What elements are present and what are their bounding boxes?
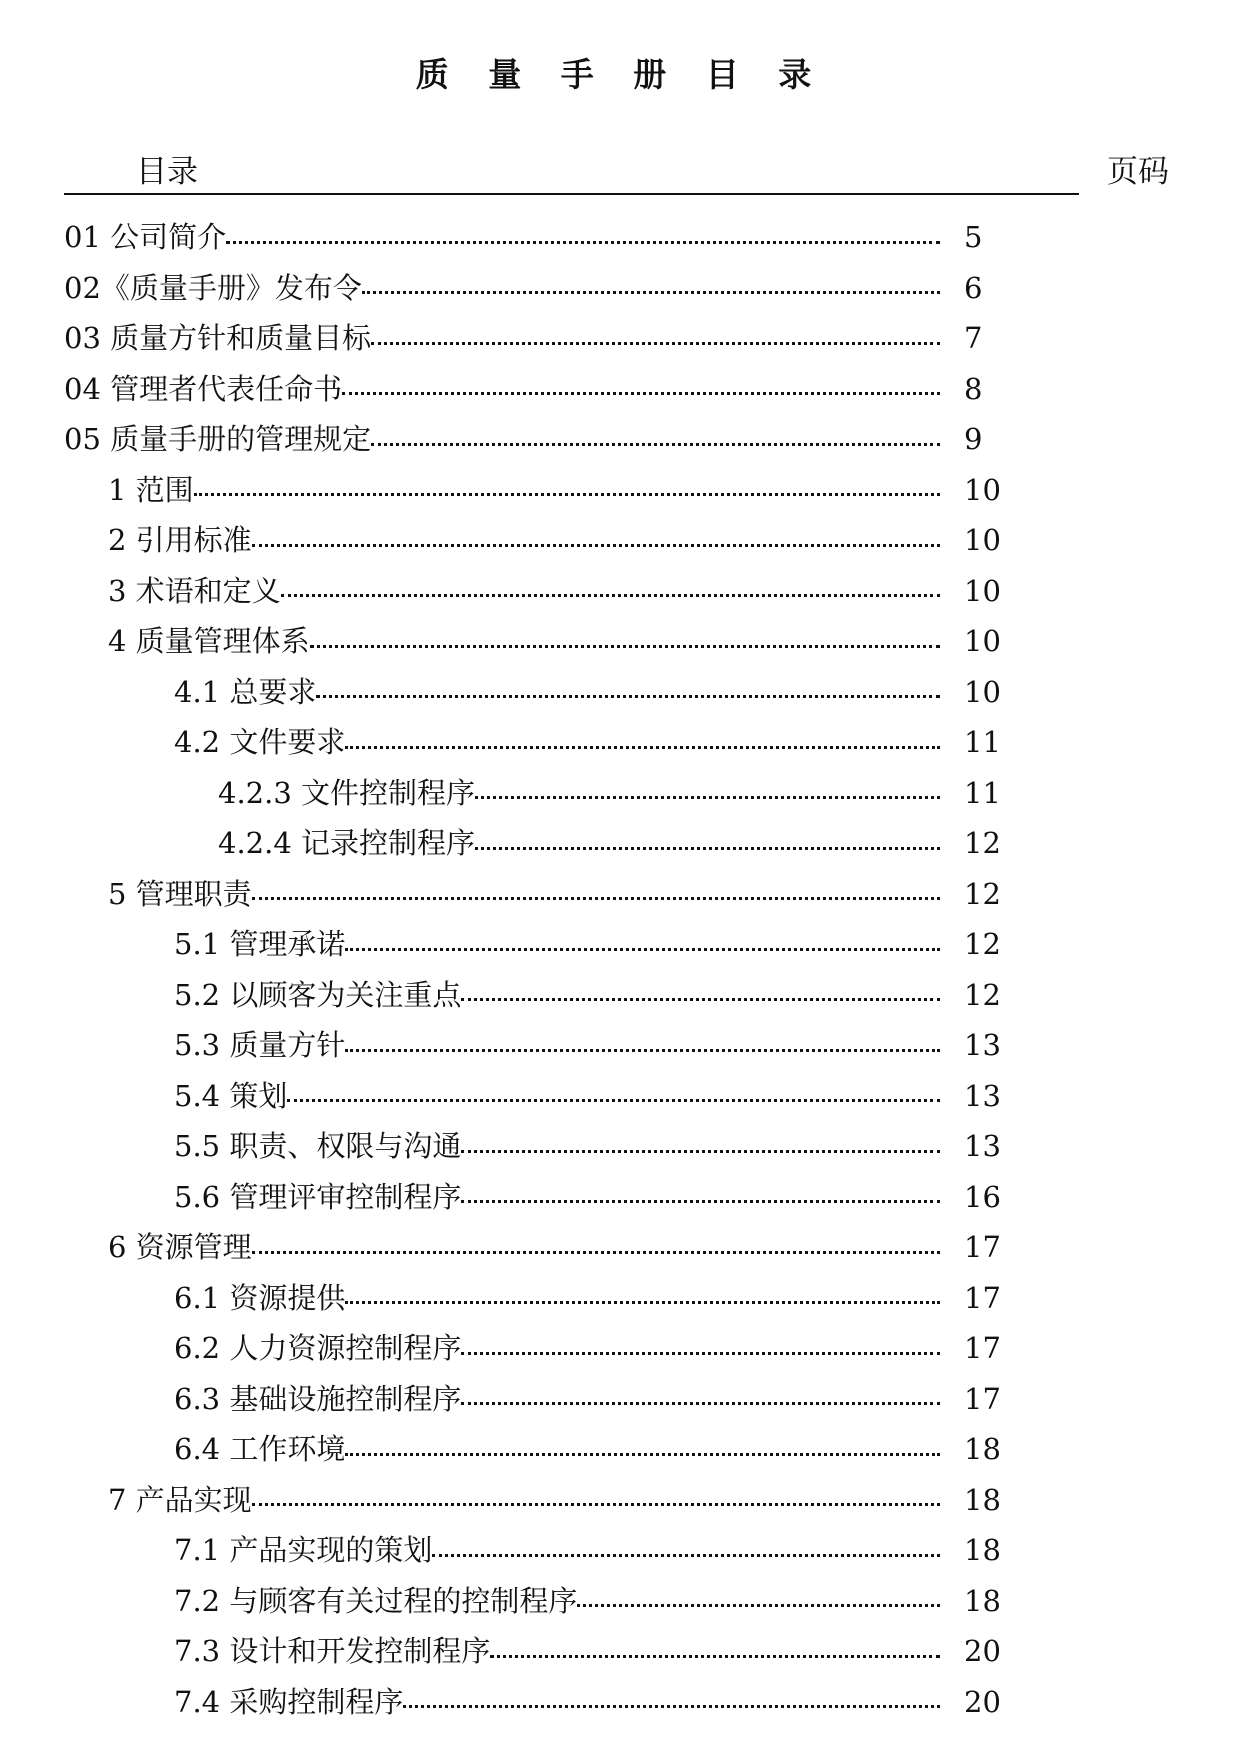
toc-entry[interactable] — [0, 818, 1241, 869]
toc-entry-label: 02《质量手册》发布令 — [64, 270, 362, 305]
toc-entry-label: 5.1 管理承诺 — [174, 927, 346, 962]
toc-entry-label: 5.4 策划 — [174, 1078, 288, 1113]
toc-entry-page-number: 12 — [964, 977, 1001, 1012]
toc-entry[interactable] — [0, 919, 1241, 970]
dot-leader — [226, 241, 940, 244]
dot-leader — [371, 443, 940, 446]
toc-entry-label: 05 质量手册的管理规定 — [64, 422, 372, 457]
toc-entry-label: 7.4 采购控制程序 — [174, 1684, 404, 1719]
toc-entry[interactable] — [0, 1626, 1241, 1677]
toc-entry-page-number: 18 — [964, 1432, 1001, 1467]
toc-entry-label: 4.2 文件要求 — [174, 725, 346, 760]
toc-entry-page-number: 12 — [964, 826, 1001, 861]
dot-leader — [194, 493, 940, 496]
dot-leader — [345, 948, 940, 951]
table-of-contents — [0, 212, 1241, 1727]
toc-entry-label: 6.2 人力资源控制程序 — [174, 1331, 462, 1366]
dot-leader — [577, 1604, 940, 1607]
toc-entry-page-number: 9 — [964, 422, 983, 457]
toc-entry-page-number: 18 — [964, 1583, 1001, 1618]
toc-entry-page-number: 10 — [964, 624, 1001, 659]
dot-leader — [252, 897, 940, 900]
dot-leader — [252, 1251, 940, 1254]
toc-entry[interactable] — [0, 1172, 1241, 1223]
dot-leader — [316, 695, 940, 698]
toc-entry-label: 7.1 产品实现的策划 — [174, 1533, 433, 1568]
toc-entry-label: 03 质量方针和质量目标 — [64, 321, 372, 356]
toc-entry-label: 4.1 总要求 — [174, 674, 317, 709]
toc-entry-page-number: 7 — [964, 321, 983, 356]
toc-entry[interactable] — [0, 1071, 1241, 1122]
dot-leader — [461, 998, 940, 1001]
document-title: 质 量 手 册 目 录 — [415, 55, 826, 94]
dot-leader — [310, 645, 940, 648]
toc-entry-page-number: 10 — [964, 472, 1001, 507]
toc-entry-label: 7 产品实现 — [108, 1482, 252, 1517]
toc-entry-label: 5.5 职责、权限与沟通 — [174, 1129, 462, 1164]
toc-entry-label: 7.2 与顾客有关过程的控制程序 — [174, 1583, 578, 1618]
toc-entry-page-number: 18 — [964, 1533, 1001, 1568]
toc-entry-page-number: 16 — [964, 1179, 1001, 1214]
dot-leader — [342, 392, 940, 395]
toc-entry-page-number: 5 — [964, 220, 983, 255]
toc-entry-page-number: 13 — [964, 1129, 1001, 1164]
toc-entry-page-number: 12 — [964, 927, 1001, 962]
toc-entry-page-number: 13 — [964, 1028, 1001, 1063]
toc-entry[interactable] — [0, 1273, 1241, 1324]
toc-entry[interactable] — [0, 1576, 1241, 1627]
dot-leader — [371, 342, 940, 345]
toc-entry[interactable] — [0, 414, 1241, 465]
dot-leader — [475, 796, 940, 799]
dot-leader — [345, 746, 940, 749]
header-divider — [64, 193, 1079, 195]
toc-entry[interactable] — [0, 768, 1241, 819]
toc-entry[interactable] — [0, 1374, 1241, 1425]
toc-entry-page-number: 11 — [964, 725, 1001, 760]
dot-leader — [461, 1352, 940, 1355]
dot-leader — [475, 847, 940, 850]
contents-column-header: 目录 — [136, 154, 198, 190]
toc-entry-page-number: 10 — [964, 573, 1001, 608]
dot-leader — [432, 1554, 940, 1557]
toc-entry-label: 04 管理者代表任命书 — [64, 371, 343, 406]
toc-entry[interactable] — [0, 212, 1241, 263]
toc-entry-page-number: 13 — [964, 1078, 1001, 1113]
toc-entry-label: 6 资源管理 — [108, 1230, 252, 1265]
toc-entry-label: 2 引用标准 — [108, 523, 252, 558]
toc-entry-page-number: 17 — [964, 1381, 1001, 1416]
dot-leader — [490, 1655, 940, 1658]
toc-entry-label: 5.6 管理评审控制程序 — [174, 1179, 462, 1214]
toc-entry-page-number: 8 — [964, 371, 983, 406]
dot-leader — [281, 594, 940, 597]
toc-entry-label: 5.2 以顾客为关注重点 — [174, 977, 462, 1012]
toc-entry[interactable] — [0, 717, 1241, 768]
toc-entry-label: 4 质量管理体系 — [108, 624, 310, 659]
toc-entry-page-number: 17 — [964, 1230, 1001, 1265]
toc-entry[interactable] — [0, 1222, 1241, 1273]
toc-entry-page-number: 10 — [964, 674, 1001, 709]
toc-entry[interactable] — [0, 1020, 1241, 1071]
toc-entry[interactable] — [0, 1424, 1241, 1475]
dot-leader — [252, 1503, 940, 1506]
dot-leader — [403, 1705, 940, 1708]
toc-entry-label: 3 术语和定义 — [108, 573, 281, 608]
toc-entry-page-number: 10 — [964, 523, 1001, 558]
toc-entry[interactable] — [0, 1475, 1241, 1526]
toc-entry-label: 4.2.3 文件控制程序 — [218, 775, 476, 810]
toc-entry[interactable] — [0, 566, 1241, 617]
toc-entry-page-number: 17 — [964, 1280, 1001, 1315]
page-column-header: 页码 — [1107, 154, 1169, 190]
toc-entry-page-number: 12 — [964, 876, 1001, 911]
toc-entry[interactable] — [0, 616, 1241, 667]
dot-leader — [287, 1099, 940, 1102]
toc-entry-label: 5.3 质量方针 — [174, 1028, 346, 1063]
toc-entry[interactable] — [0, 465, 1241, 516]
dot-leader — [461, 1402, 940, 1405]
toc-entry[interactable] — [0, 1677, 1241, 1728]
toc-entry-label: 4.2.4 记录控制程序 — [218, 826, 476, 861]
toc-entry-label: 7.3 设计和开发控制程序 — [174, 1634, 491, 1669]
dot-leader — [362, 291, 940, 294]
toc-entry-page-number: 18 — [964, 1482, 1001, 1517]
toc-entry-label: 01 公司简介 — [64, 220, 227, 255]
toc-entry-page-number: 20 — [964, 1634, 1001, 1669]
toc-entry[interactable] — [0, 515, 1241, 566]
toc-entry-label: 6.1 资源提供 — [174, 1280, 346, 1315]
dot-leader — [461, 1200, 940, 1203]
dot-leader — [345, 1049, 940, 1052]
toc-entry-label: 5 管理职责 — [108, 876, 252, 911]
dot-leader — [345, 1453, 940, 1456]
toc-entry[interactable] — [0, 667, 1241, 718]
toc-entry[interactable] — [0, 313, 1241, 364]
toc-entry[interactable] — [0, 364, 1241, 415]
dot-leader — [252, 544, 940, 547]
toc-entry[interactable] — [0, 1121, 1241, 1172]
toc-entry-label: 6.3 基础设施控制程序 — [174, 1381, 462, 1416]
toc-entry-page-number: 20 — [964, 1684, 1001, 1719]
dot-leader — [461, 1150, 940, 1153]
toc-entry[interactable] — [0, 869, 1241, 920]
toc-entry-label: 6.4 工作环境 — [174, 1432, 346, 1467]
toc-entry[interactable] — [0, 263, 1241, 314]
toc-entry[interactable] — [0, 1525, 1241, 1576]
dot-leader — [345, 1301, 940, 1304]
toc-entry[interactable] — [0, 970, 1241, 1021]
toc-entry-page-number: 6 — [964, 270, 983, 305]
toc-entry-page-number: 11 — [964, 775, 1001, 810]
toc-entry[interactable] — [0, 1323, 1241, 1374]
toc-entry-label: 1 范围 — [108, 472, 194, 507]
toc-entry-page-number: 17 — [964, 1331, 1001, 1366]
